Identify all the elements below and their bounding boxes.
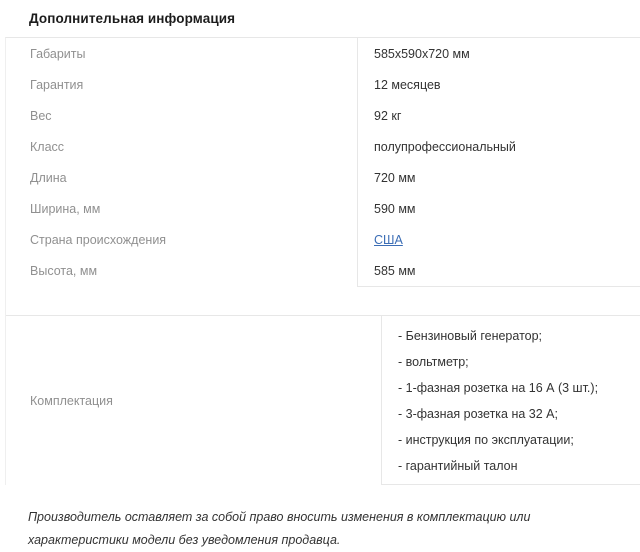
package-item: - 1-фазная розетка на 16 А (3 шт.); — [398, 381, 599, 395]
package-item: - Бензиновый генератор; — [398, 329, 543, 343]
spec-value: 720 мм — [374, 170, 416, 185]
spec-value-row — [358, 193, 640, 224]
package-items-list — [381, 316, 640, 485]
spec-value: 585x590x720 мм — [374, 46, 470, 61]
spec-label: Страна происхождения — [30, 232, 167, 247]
spec-label: Высота, мм — [30, 263, 98, 278]
spec-label: Вес — [30, 108, 52, 123]
spec-value-row — [358, 100, 640, 131]
spec-label: Габариты — [30, 46, 86, 61]
package-row — [6, 315, 640, 485]
spec-value-row — [358, 38, 640, 69]
spec-value: 590 мм — [374, 201, 416, 216]
section-gap — [6, 287, 640, 315]
section-title: Дополнительная информация — [29, 11, 236, 26]
spec-value-row — [358, 224, 640, 255]
spec-value: 12 месяцев — [374, 77, 441, 92]
package-item: - 3-фазная розетка на 32 А; — [398, 407, 558, 421]
specs-rows — [6, 38, 640, 287]
spec-value-column — [357, 38, 640, 287]
spec-value-row — [358, 69, 640, 100]
package-item: - инструкция по эксплуатации; — [398, 433, 574, 447]
spec-value-row — [358, 162, 640, 193]
package-item: - вольтметр; — [398, 355, 469, 369]
spec-value: 92 кг — [374, 108, 402, 123]
package-label-cell — [6, 316, 381, 485]
package-item: - гарантийный талон — [398, 459, 518, 473]
country-link[interactable]: США — [374, 232, 403, 247]
spec-label: Класс — [30, 139, 65, 154]
spec-value-row — [358, 131, 640, 162]
spec-label: Гарантия — [30, 77, 84, 92]
spec-label: Длина — [30, 170, 67, 185]
package-label: Комплектация — [30, 393, 113, 408]
spec-value-row — [358, 255, 640, 286]
spec-label-column — [6, 38, 357, 287]
spec-value: полупрофессиональный — [374, 139, 516, 154]
specs-table — [5, 37, 640, 485]
spec-value: 585 мм — [374, 263, 416, 278]
disclaimer-text: Производитель оставляет за собой право вносить изменения в комплектацию или характеристики модели без уведомления продавца. — [28, 510, 531, 547]
spec-label: Ширина, мм — [30, 201, 101, 216]
